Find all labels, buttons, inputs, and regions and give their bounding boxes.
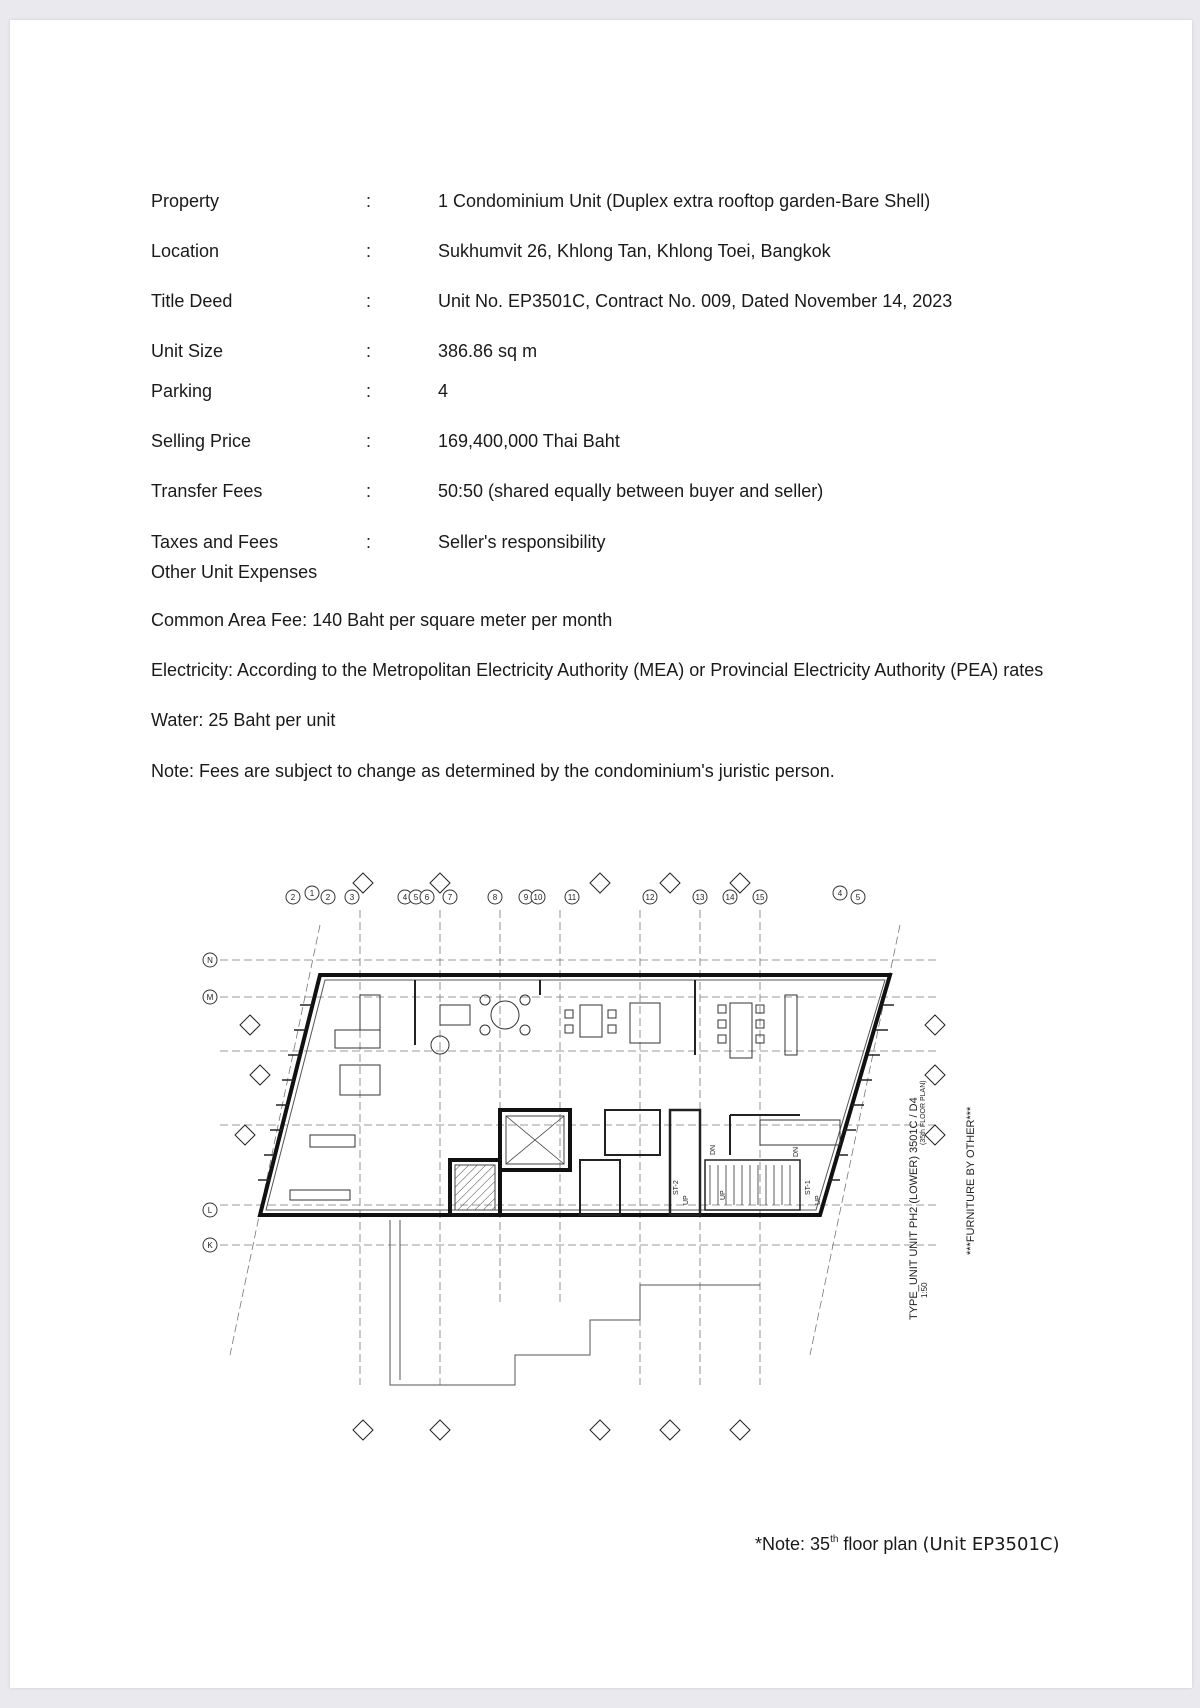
grid-label: 8 [492,893,498,902]
stair-label: ST-2 [673,1180,680,1195]
grid-label: 2 [290,893,296,902]
detail-label: Location [151,241,220,261]
fees-note: Note: Fees are subject to change as determined by the condominium's juristic person. [151,761,835,781]
detail-colon: : [366,532,372,552]
detail-colon: : [366,481,372,501]
detail-label: Property [151,191,220,211]
common-area-fee: Common Area Fee: 140 Baht per square meter per month [151,610,613,630]
detail-value: 169,400,000 Thai Baht [438,431,620,451]
grid-label: 14 [725,893,735,902]
grid-label: 4 [837,889,843,898]
stair-label: ST-1 [805,1180,812,1195]
detail-value: 4 [438,381,449,401]
detail-label: Parking [151,381,213,401]
plan-scale: 1:50 [920,1282,929,1298]
detail-value: 1 Condominium Unit (Duplex extra rooftop garden-Bare Shell) [438,191,931,211]
grid-label: 6 [424,893,430,902]
detail-value: Unit No. EP3501C, Contract No. 009, Dated November 14, 2023 [438,291,953,311]
stair-label: UP [683,1195,690,1205]
detail-label: Transfer Fees [151,481,263,501]
detail-colon: : [366,381,372,401]
grid-label: 12 [645,893,655,902]
grid-label: 7 [447,893,453,902]
grid-label: 15 [755,893,765,902]
grid-label: 5 [413,893,419,902]
furniture-note: ***FURNITURE BY OTHER*** [965,1106,977,1255]
detail-value: Sukhumvit 26, Khlong Tan, Khlong Toei, Bangkok [438,241,831,261]
grid-label: N [207,956,213,965]
grid-label: M [206,993,214,1002]
grid-label: 1 [309,889,315,898]
document-page [10,20,1192,1688]
grid-label: L [207,1206,213,1215]
detail-colon: : [366,291,372,311]
detail-value: Seller's responsibility [438,532,606,552]
detail-colon: : [366,241,372,261]
stair-label: UP [815,1195,822,1205]
detail-colon: : [366,191,372,211]
grid-label: 4 [402,893,408,902]
grid-label: 9 [523,893,529,902]
grid-label: K [207,1241,213,1250]
stair-label: UP [720,1190,727,1200]
grid-label: 2 [325,893,331,902]
expenses-heading: Other Unit Expenses [151,562,318,582]
grid-label: 3 [349,893,355,902]
detail-label: Taxes and Fees [151,532,279,552]
detail-label: Title Deed [151,291,233,311]
note-unit: (Unit EP3501C) [922,1534,1060,1555]
stair-label: DN [710,1144,717,1155]
plan-title: TYPE_UNIT UNIT PH2 (LOWER) 3501C / D4 [908,1097,920,1320]
detail-label: Unit Size [151,341,224,361]
grid-label: 5 [855,893,861,902]
grid-label: 11 [567,893,577,902]
plan-subtitle: (35th FLOOR PLAN) [920,1080,927,1145]
water-line: Water: 25 Baht per unit [151,710,336,730]
note-superscript: th [830,1534,839,1545]
floor-plan-note [755,1528,1059,1557]
detail-colon: : [366,341,372,361]
detail-value: 50:50 (shared equally between buyer and seller) [438,481,824,501]
grid-label: 13 [695,893,705,902]
stair-label: DN [793,1146,800,1157]
electricity-line: Electricity: According to the Metropolitan Electricity Authority (MEA) or Provincial Electricity Authority (PEA) rates [151,660,1044,680]
detail-value: 386.86 sq m [438,341,538,361]
grid-label: 10 [533,893,543,902]
note-prefix: *Note: 35 [755,1534,831,1554]
detail-colon: : [366,431,372,451]
note-suffix: floor plan [838,1534,923,1554]
detail-label: Selling Price [151,431,252,451]
